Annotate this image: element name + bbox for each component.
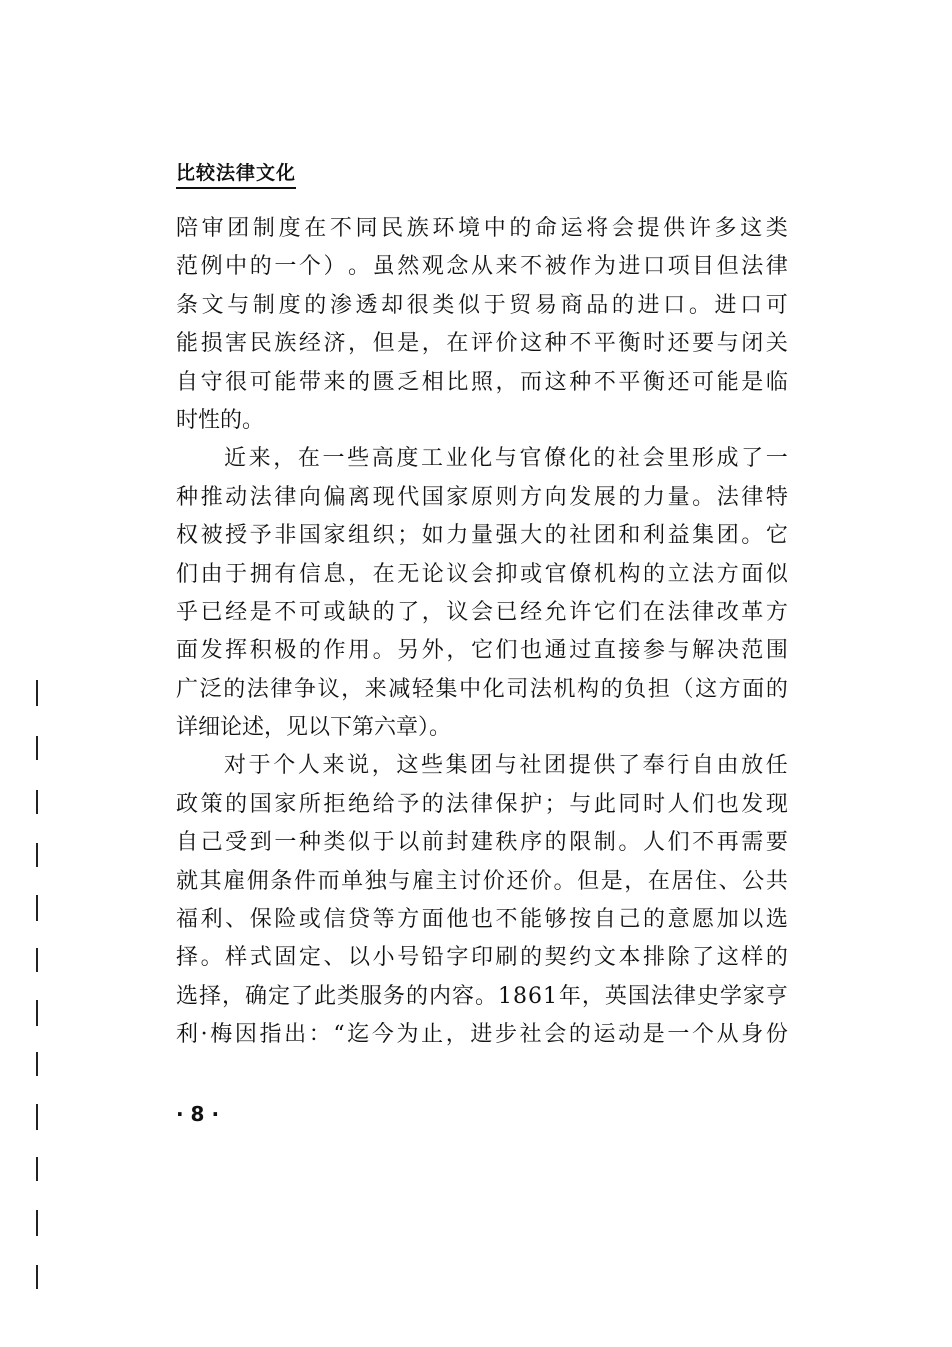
scan-edge-mark [36,895,38,921]
text-line: 们 由 于 拥 有 信 息 ， 在 无 论 议 会 抑 或 官 僚 机 构 的 立 法 方 面 似 [176,561,788,587]
text-line: 种 推 动 法 律 向 偏 离 现 代 国 家 原 则 方 向 发 展 的 力 量 。 法 律 特 [176,484,788,510]
scan-edge-mark [36,843,38,867]
running-head: 比较法律文化 [176,158,296,189]
text-line: 陪 审 团 制 度 在 不 同 民 族 环 境 中 的 命 运 将 会 提 供 许 多 这 类 [176,216,788,241]
text-line: 能 损 害 民 族 经 济 ， 但 是 ， 在 评 价 这 种 不 平 衡 时 还 要 与 闭 关 [176,331,788,357]
text-line: 近 来 ， 在 一 些 高 度 工 业 化 与 官 僚 化 的 社 会 里 形 成 了 一 [224,446,788,472]
scan-edge-mark [36,680,38,706]
scan-edge-mark [36,790,38,814]
text-line: 自 守 很 可 能 带 来 的 匮 乏 相 比 照 ， 而 这 种 不 平 衡 还 可 能 是 临 [176,369,788,395]
text-line: 福 利 、 保 险 或 信 贷 等 方 面 他 也 不 能 够 按 自 己 的 意 愿 加 以 选 [176,907,788,933]
scan-edge-mark [36,1104,38,1130]
text-line: 政 策 的 国 家 所 拒 绝 给 予 的 法 律 保 护 ； 与 此 同 时 人 们 也 发 现 [176,791,788,817]
text-line: 权 被 授 予 非 国 家 组 织 ； 如 力 量 强 大 的 社 团 和 利 益 集 团 。 它 [176,523,788,549]
text-line: 详细论述，见以下第六章）。 [176,715,452,741]
page-number: · 8 · [176,1102,220,1126]
text-line: 广 泛 的 法 律 争 议 ， 来 减 轻 集 中 化 司 法 机 构 的 负 担 （ 这 方 面 的 [176,676,788,702]
text-line: 范 例 中 的 一 个 ） 。 虽 然 观 念 从 来 不 被 作 为 进 口 项 目 但 法 律 [176,254,788,280]
text-line: 乎 已 经 是 不 可 或 缺 的 了 ， 议 会 已 经 允 许 它 们 在 法 律 改 革 方 [176,599,788,625]
scan-edge-mark [36,736,38,760]
text-line: 面 发 挥 积 极 的 作 用 。 另 外 ， 它 们 也 通 过 直 接 参 与 解 决 范 围 [176,638,788,664]
scan-edge-mark [36,1265,38,1289]
text-line: 选 择 ， 确 定 了 此 类 服 务 的 内 容 。 1 8 6 1 年 ， 英 国 法 律 史 学 家 亨 [176,983,788,1009]
text-line: 对 于 个 人 来 说 ， 这 些 集 团 与 社 团 提 供 了 奉 行 自 由 放 任 [224,753,788,779]
text-line: 就 其 雇 佣 条 件 而 单 独 与 雇 主 讨 价 还 价 。 但 是 ， 在 居 住 、 公 共 [176,868,788,894]
text-line: 择 。 样 式 固 定 、 以 小 号 铅 字 印 刷 的 契 约 文 本 排 除 了 这 样 的 [176,945,788,971]
scan-edge-mark [36,1052,38,1076]
scan-edge-mark [36,1000,38,1026]
body-text [176,210,788,1055]
text-line: 利 · 梅 因 指 出 ： “ 迄 今 为 止 ， 进 步 社 会 的 运 动 是 一 个 从 身 份 [176,1022,788,1048]
scan-edge-mark [36,1157,38,1181]
text-line: 时性的。 [176,407,265,433]
scan-edge-mark [36,948,38,972]
scan-edge-mark [36,1210,38,1236]
text-line: 自 己 受 到 一 种 类 似 于 以 前 封 建 秩 序 的 限 制 。 人 们 不 再 需 要 [176,830,788,856]
text-line: 条 文 与 制 度 的 渗 透 却 很 类 似 于 贸 易 商 品 的 进 口 。 进 口 可 [176,292,788,318]
